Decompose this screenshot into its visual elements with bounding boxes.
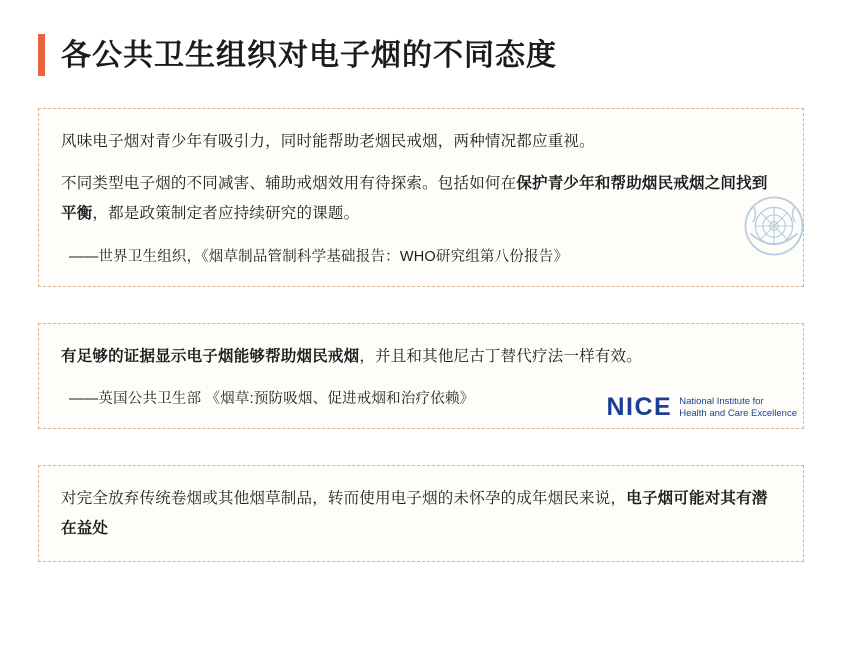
page-title-text: 各公共卫生组织对电子烟的不同态度: [61, 38, 557, 72]
quote-text-plain: 不同类型电子烟的不同减害、辅助戒烟效用有待探索。包括如何在: [61, 175, 517, 193]
quote-text-bold: 电子烟可能对其有潜在益处: [61, 490, 768, 538]
quote-paragraph: [61, 484, 781, 544]
quote-text-bold: 保护青少年和帮助烟民戒烟之间找到平衡: [61, 175, 768, 223]
nice-logo-subtitle: [679, 396, 797, 420]
quote-paragraph: [61, 169, 781, 229]
quote-card-phe: [38, 323, 804, 429]
quote-paragraph: [61, 127, 781, 157]
nice-logo-subtitle-line1: National Institute for: [679, 395, 764, 407]
document-page: [0, 34, 842, 645]
quote-card-third: [38, 465, 804, 561]
quote-source: ——英国公共卫生部 《烟草:预防吸烟、促进戒烟和治疗依赖》: [69, 390, 475, 407]
quote-card-who: [38, 108, 804, 287]
quote-text-plain: ，并且和其他尼古丁替代疗法一样有效。: [359, 347, 642, 365]
quote-text-plain: ，都是政策制定者应持续研究的课题。: [92, 205, 360, 223]
title-accent-bar: [38, 34, 45, 76]
quote-source: ——世界卫生组织，《烟草制品管制科学基础报告：WHO研究组第八份报告》: [69, 248, 569, 265]
quote-text-plain: 风味电子烟对青少年有吸引力，同时能帮助老烟民戒烟，两种情况都应重视。: [61, 133, 595, 150]
un-emblem-icon: [743, 195, 805, 257]
quote-paragraph: [61, 342, 781, 372]
quote-text-plain: 对完全放弃传统卷烟或其他烟草制品，转而使用电子烟的未怀孕的成年烟民来说，: [61, 490, 627, 508]
nice-logo-wordmark: NICE: [606, 393, 673, 422]
nice-logo-subtitle-line2: Health and Care Excellence: [679, 407, 797, 419]
nice-logo-icon: [607, 393, 798, 422]
page-title: [38, 34, 842, 76]
quote-text-bold: 有足够的证据显示电子烟能够帮助烟民戒烟: [61, 347, 360, 365]
